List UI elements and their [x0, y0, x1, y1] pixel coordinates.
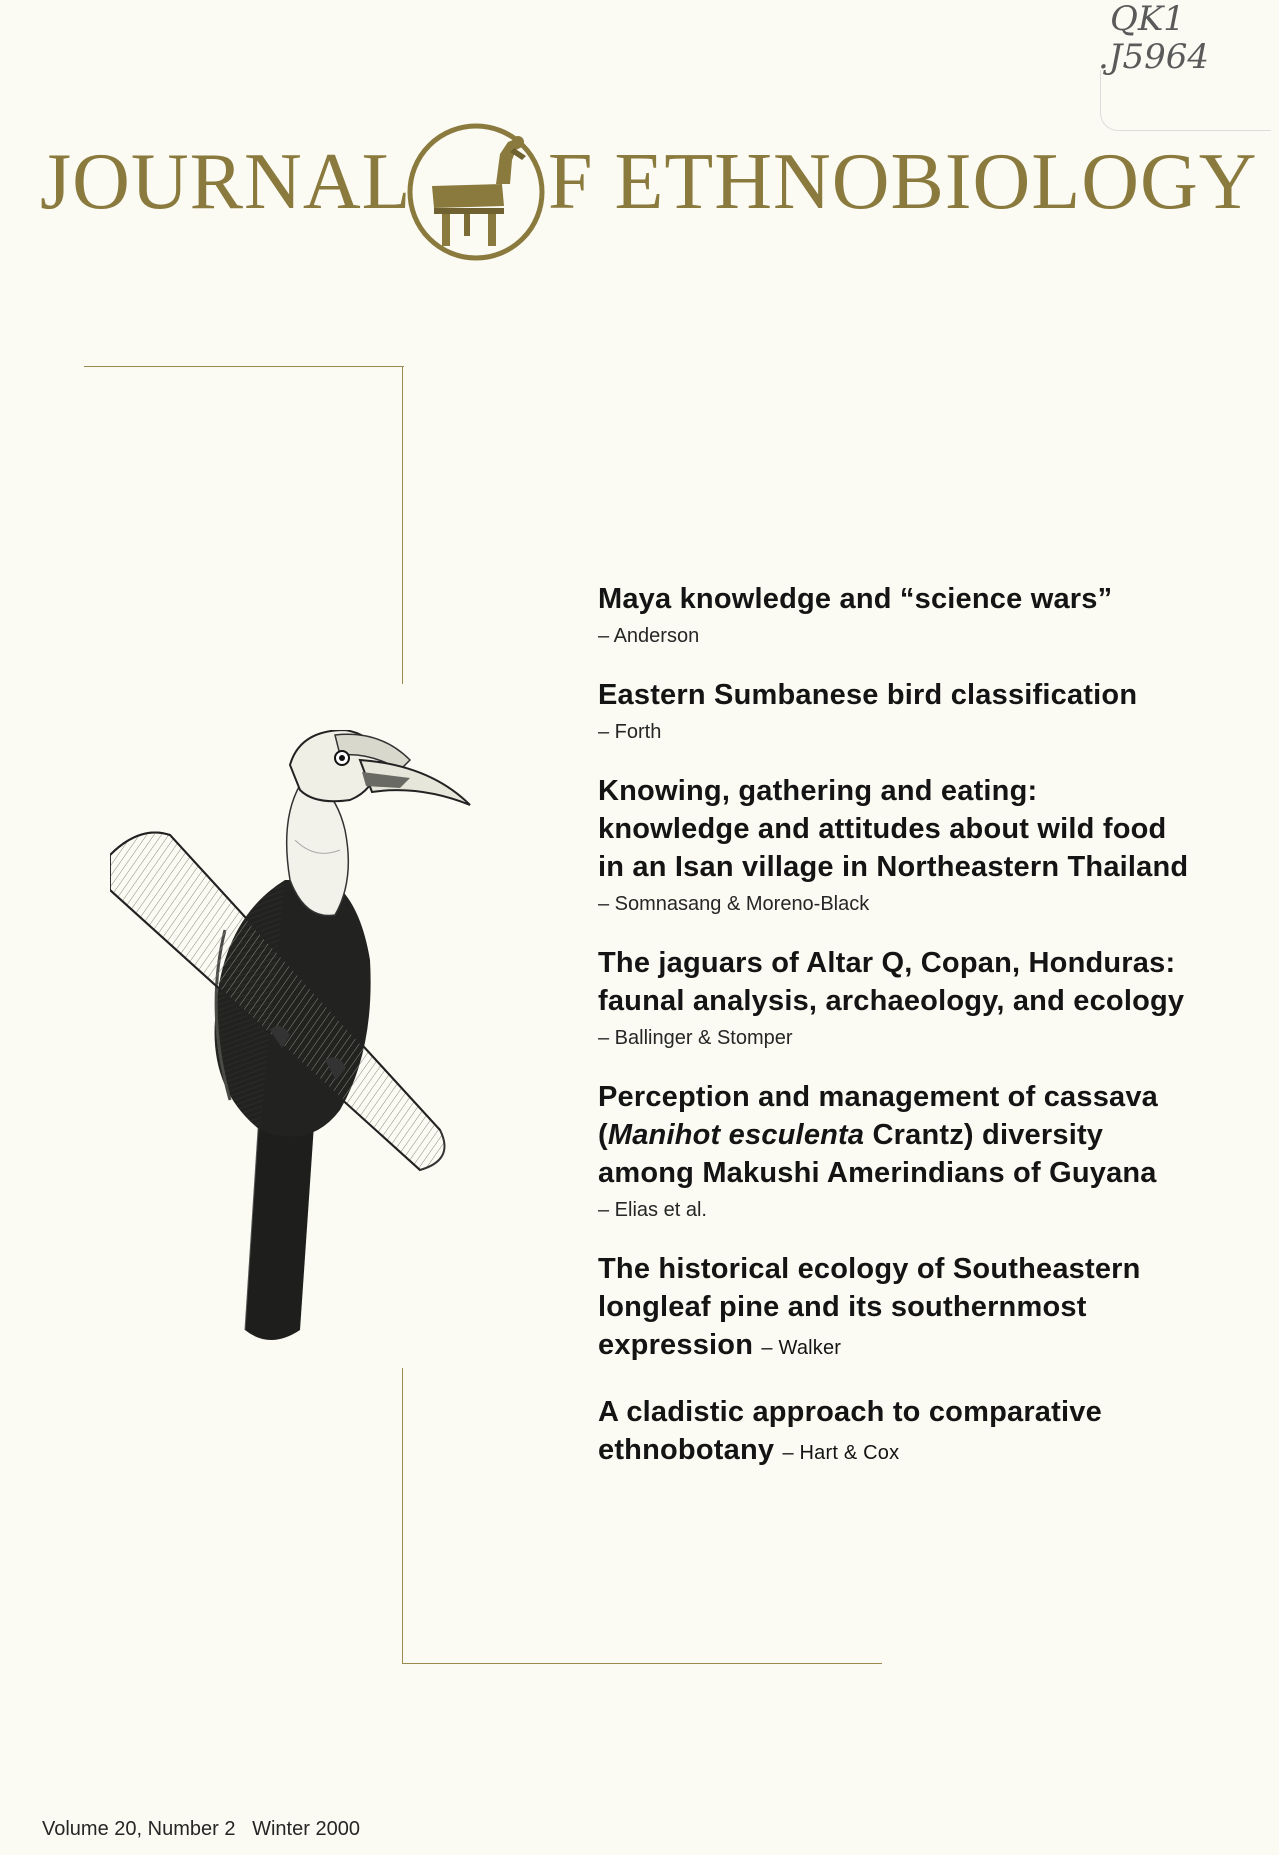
article-title-line: [598, 1431, 1248, 1472]
article-title-last: expression: [598, 1329, 754, 1361]
article-title-line: A cladistic approach to comparative: [598, 1396, 1102, 1428]
frame-line-vertical-upper: [402, 366, 403, 684]
call-number-line-2: .J5964: [1098, 37, 1209, 77]
article-title-line: Perception and management of cassava: [598, 1081, 1159, 1113]
article-title-line: in an Isan village in Northeastern Thailand: [598, 851, 1189, 883]
masthead-journal: JOURNAL: [40, 138, 412, 226]
article-title-line: The historical ecology of Southeastern: [598, 1253, 1141, 1285]
article-entry: [598, 676, 1248, 746]
article-author: – Walker: [761, 1337, 842, 1359]
article-entry: [598, 1078, 1248, 1224]
article-entry: [598, 772, 1248, 918]
masthead-ethnobiology: F ETHNOBIOLOGY: [548, 138, 1258, 226]
article-title-line: knowledge and attitudes about wild food: [598, 813, 1167, 845]
hornbill-illustration-icon: [110, 730, 570, 1350]
article-title: [598, 1250, 1248, 1367]
article-title-last: ethnobotany: [598, 1434, 775, 1466]
article-title-line: [598, 1116, 1248, 1154]
article-title: Maya knowledge and “science wars”: [598, 583, 1113, 615]
journal-logo-icon: [404, 120, 548, 264]
article-author: – Somnasang & Moreno-Black: [598, 893, 870, 915]
article-title: [598, 1078, 1248, 1192]
title-paren: (: [598, 1119, 608, 1151]
issue-footer: [42, 1818, 360, 1841]
article-title: [598, 1393, 1248, 1472]
article-title-line: among Makushi Amerindians of Guyana: [598, 1157, 1157, 1189]
frame-line-top: [84, 366, 404, 367]
table-of-contents: [598, 580, 1248, 1498]
article-author: – Hart & Cox: [782, 1442, 900, 1464]
article-title-line: The jaguars of Altar Q, Copan, Honduras:: [598, 947, 1176, 979]
article-title: [598, 772, 1248, 886]
call-number-line-1: QK1: [1110, 0, 1185, 39]
article-author: – Elias et al.: [598, 1199, 707, 1221]
masthead: [0, 120, 1279, 270]
title-rest: Crantz) diversity: [864, 1119, 1104, 1151]
frame-line-vertical-lower: [402, 1368, 403, 1663]
frame-line-bottom: [402, 1663, 882, 1664]
article-title-line: faunal analysis, archaeology, and ecology: [598, 985, 1185, 1017]
handwritten-call-number: [1098, 0, 1209, 77]
article-author: – Ballinger & Stomper: [598, 1027, 793, 1049]
article-entry: [598, 1250, 1248, 1367]
article-title-line: Knowing, gathering and eating:: [598, 775, 1038, 807]
species-name: Manihot esculenta: [607, 1119, 865, 1151]
article-title-line: longleaf pine and its southernmost: [598, 1291, 1087, 1323]
article-author: – Anderson: [598, 625, 700, 647]
issue-volume: Volume 20, Number 2: [42, 1818, 236, 1840]
article-entry: [598, 1393, 1248, 1472]
article-title: Eastern Sumbanese bird classification: [598, 679, 1138, 711]
article-entry: [598, 580, 1248, 650]
article-entry: [598, 944, 1248, 1052]
article-author: – Forth: [598, 721, 662, 743]
article-title-line: [598, 1326, 1248, 1367]
issue-season: Winter 2000: [252, 1818, 360, 1840]
article-title: [598, 944, 1248, 1020]
